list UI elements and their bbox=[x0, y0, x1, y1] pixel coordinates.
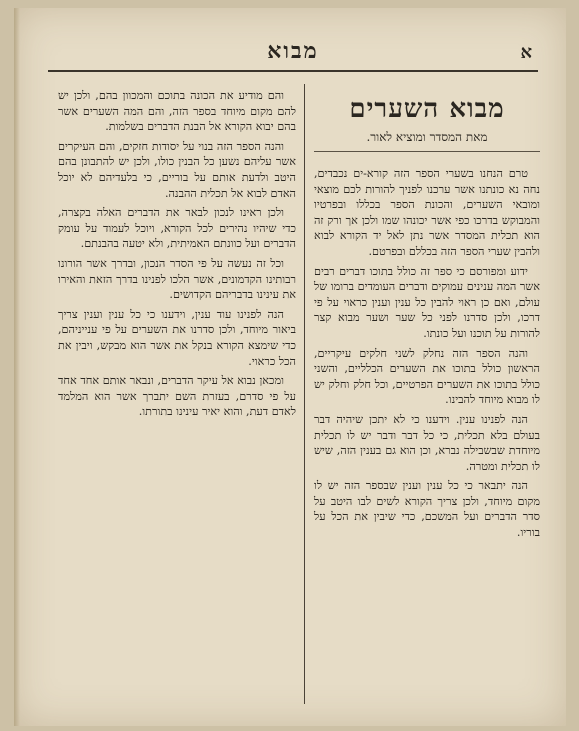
paragraph: והנה הספר הזה בנוי על יסודות חזקים, והם העיקרים אשר עליהם נשען כל הבנין כולו, ולכן יש להתבונן בהם היטב ולדעת אותם על בוריים, כי בלעדיהם לא יוכל האדם לבוא אל תכלית ההבנה. bbox=[58, 139, 296, 200]
left-column bbox=[58, 88, 296, 424]
paragraph: ולכן ראינו לנכון לבאר את הדברים האלה בקצרה, כדי שיהיו נהירים לכל הקורא, ויוכל לעמוד על עומק הדברים ועל כוונתם האמיתית, ולא יטעה בהבנתם. bbox=[58, 206, 296, 251]
running-header bbox=[48, 34, 538, 72]
paragraph: וכל זה נעשה על פי הסדר הנכון, ובדרך אשר הורונו רבותינו הקדמונים, אשר הלכו לפנינו בדרך הזאת והאירו את עינינו בדבריהם הקדושים. bbox=[58, 256, 296, 302]
paragraph: הנה לפנינו עוד ענין, וידענו כי כל ענין וענין צריך ביאור מיוחד, ולכן סדרנו את השערים על פי ענייניהם, כדי שימצא הקורא בנקל את אשר הוא מבקש, ויבין את הכל כראוי. bbox=[58, 307, 296, 368]
paragraph: הנה לפנינו ענין. וידענו כי לא יתכן שיהיה דבר בעולם בלא תכלית, כי כל דבר ודבר יש לו תכלית מיוחדת שבשבילה נברא, וכן הוא גם בענין הזה, שיש לו תכלית ומטרה. bbox=[314, 412, 540, 473]
paragraph: והנה הספר הזה נחלק לשני חלקים עיקריים, הראשון כולל בתוכו את השערים הכלליים, והשני כולל בתוכו את השערים הפרטיים, וכל חלק וחלק יש לו מבוא מיוחד להבינו. bbox=[314, 346, 540, 407]
running-header-title: מבוא bbox=[267, 38, 319, 64]
page-number: א bbox=[520, 42, 532, 63]
paragraph: טרם הנחנו בשערי הספר הזה קורא‑ים נכבדים, נחה נא כונתנו אשר ערכנו לפניך להורות לכם מוצאי ומובאי השערים, והכונת הספר בכללו ובפרטיו והמבוקש בדרכו כפי אשר יכונהו שמו ולכן אך ורק זה הוא תכלית המסדר אשר נתן לאל יד הקורא לבוא ולהבין שערי הספר הזה בכללם ובפרטם. bbox=[314, 167, 540, 258]
paragraph: ומכאן נבוא אל עיקר הדברים, ונבאר אותם אחד אחד על פי סדרם, בעזרת השם יתברך אשר הוא המלמד לאדם דעת, והוא יאיר עינינו בתורתו. bbox=[58, 374, 296, 419]
page bbox=[14, 8, 566, 726]
paragraph: והם מודיע את הכונה בתוכם והמכוון בהם, ולכן יש להם מקום מיוחד בספר הזה, והם המה השערים אשר בהם יבוא הקורא אל הבנת הדברים בשלמות. bbox=[58, 89, 296, 134]
article-byline: מאת המסדר ומוציא לאור. bbox=[314, 130, 540, 152]
right-column bbox=[314, 86, 540, 545]
paragraph: ידוע ומפורסם כי ספר זה כולל בתוכו דברים רבים אשר המה ענינים עמוקים ודברים העומדים ברומו של עולם, ואם כן ראוי להבין כל ענין וענין כראוי על פי דרכו, ולכן סדרנו לפני כל שער ושער מבוא קצר להורות על תוכנו ועל כונתו. bbox=[314, 264, 540, 340]
article-title: מבוא השערים bbox=[349, 94, 505, 124]
column-divider bbox=[304, 84, 305, 704]
binding-edge bbox=[14, 8, 20, 726]
paragraph: הנה יתבאר כי כל ענין וענין שבספר הזה יש לו מקום מיוחד, ולכן צריך הקורא לשים לבו היטב על סדר הדברים ועל המשכם, כדי שיבין את הכל על בוריו. bbox=[314, 479, 540, 540]
